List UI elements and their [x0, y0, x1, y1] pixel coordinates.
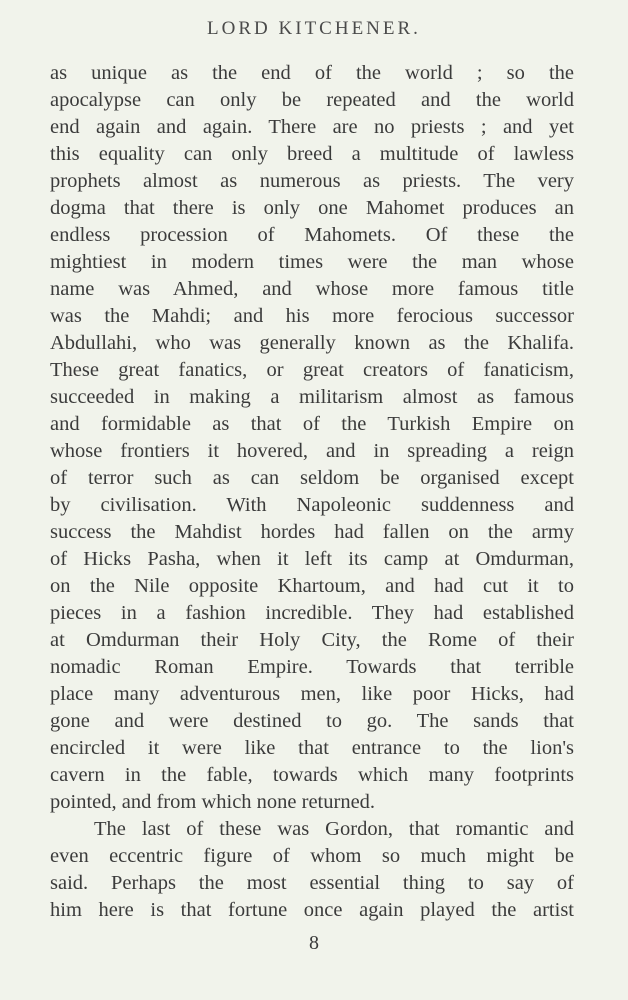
text-line: Abdullahi, who was generally known as the Khalifa.	[50, 332, 574, 354]
text-line: nomadic Roman Empire. Towards that terrible	[50, 656, 574, 678]
text-line: succeeded in making a militarism almost as famous	[50, 386, 574, 408]
text-line: gone and were destined to go. The sands that	[50, 710, 574, 732]
body-text	[50, 60, 574, 924]
text-line: on the Nile opposite Khartoum, and had cut it to	[50, 575, 574, 597]
text-line: apocalypse can only be repeated and the world	[50, 89, 574, 111]
text-line: of terror such as can seldom be organised except	[50, 467, 574, 489]
text-line: These great fanatics, or great creators of fanaticism,	[50, 359, 574, 381]
running-head: LORD KITCHENER.	[207, 18, 421, 39]
text-line: end again and again. There are no priests ; and yet	[50, 116, 574, 138]
text-line: was the Mahdi; and his more ferocious successor	[50, 305, 574, 327]
text-line: as unique as the end of the world ; so the	[50, 62, 574, 84]
text-line: him here is that fortune once again played the artist	[50, 899, 574, 921]
text-line: at Omdurman their Holy City, the Rome of their	[50, 629, 574, 651]
text-line: The last of these was Gordon, that romantic and	[94, 818, 574, 840]
page-number: 8	[309, 932, 319, 954]
text-line: place many adventurous men, like poor Hicks, had	[50, 683, 574, 705]
text-line: pointed, and from which none returned.	[50, 791, 376, 813]
text-line: even eccentric figure of whom so much might be	[50, 845, 574, 867]
text-line: encircled it were like that entrance to the lion's	[50, 737, 574, 759]
text-line: whose frontiers it hovered, and in spreading a reign	[50, 440, 574, 462]
text-line: pieces in a fashion incredible. They had established	[50, 602, 574, 624]
text-line: prophets almost as numerous as priests. The very	[50, 170, 574, 192]
text-line: this equality can only breed a multitude of lawless	[50, 143, 574, 165]
text-line: said. Perhaps the most essential thing to say of	[50, 872, 574, 894]
text-line: dogma that there is only one Mahomet produces an	[50, 197, 574, 219]
text-line: success the Mahdist hordes had fallen on the army	[50, 521, 574, 543]
text-line: and formidable as that of the Turkish Empire on	[50, 413, 574, 435]
text-line: mightiest in modern times were the man whose	[50, 251, 574, 273]
text-line: name was Ahmed, and whose more famous title	[50, 278, 574, 300]
text-line: by civilisation. With Napoleonic suddenness and	[50, 494, 574, 516]
text-line: endless procession of Mahomets. Of these the	[50, 224, 574, 246]
text-line: of Hicks Pasha, when it left its camp at Omdurman,	[50, 548, 574, 570]
text-line: cavern in the fable, towards which many footprints	[50, 764, 574, 786]
